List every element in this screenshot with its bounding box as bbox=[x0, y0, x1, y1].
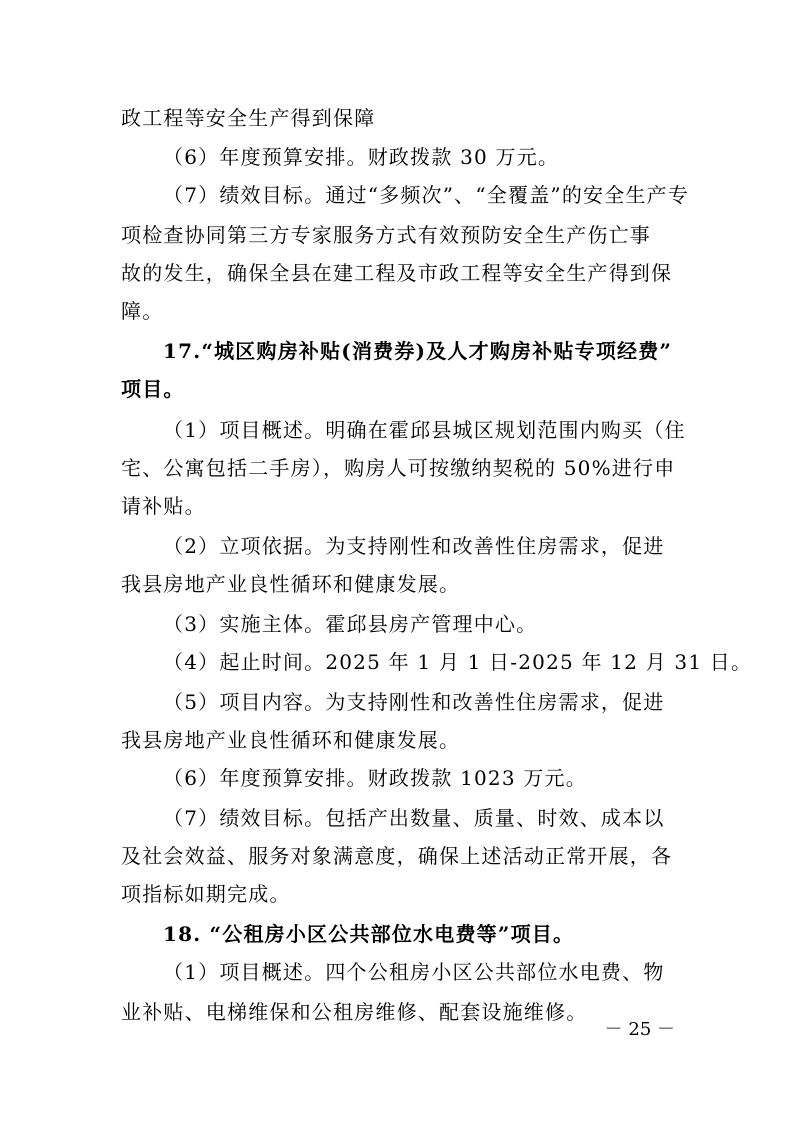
paragraph-line: （6）年度预算安排。财政拨款 1023 万元。 bbox=[163, 766, 587, 790]
paragraph-line: 我县房地产业良性循环和健康发展。 bbox=[121, 728, 461, 752]
paragraph-line: 障。 bbox=[121, 299, 164, 323]
section-heading-line: 17.“城区购房补贴(消费券)及人才购房补贴专项经费” bbox=[163, 339, 673, 363]
page-number: － 25 － bbox=[604, 1019, 675, 1040]
paragraph-line: （6）年度预算安排。财政拨款 30 万元。 bbox=[163, 145, 560, 169]
paragraph-line: 项指标如期完成。 bbox=[121, 882, 291, 906]
paragraph-line: （1）项目概述。四个公租房小区公共部位水电费、物 bbox=[163, 960, 665, 984]
section-heading-line: 项目。 bbox=[121, 377, 185, 401]
paragraph-line: 业补贴、电梯维保和公租房维修、配套设施维修。 bbox=[121, 1000, 588, 1024]
paragraph-line: （4）起止时间。2025 年 1 月 1 日-2025 年 12 月 31 日。 bbox=[163, 650, 753, 674]
paragraph-line: （1）项目概述。明确在霍邱县城区规划范围内购买（住 bbox=[163, 418, 686, 442]
paragraph-line: 项检查协同第三方专家服务方式有效预防安全生产伤亡事 bbox=[121, 223, 651, 247]
section-heading-line: 18. “公租房小区公共部位水电费等”项目。 bbox=[163, 922, 575, 946]
paragraph-line: （3）实施主体。霍邱县房产管理中心。 bbox=[163, 612, 538, 636]
paragraph-line: 我县房地产业良性循环和健康发展。 bbox=[121, 572, 461, 596]
paragraph-line: （5）项目内容。为支持刚性和改善性住房需求，促进 bbox=[163, 690, 665, 714]
paragraph-line: 请补贴。 bbox=[121, 494, 206, 518]
paragraph-line: （7）绩效目标。包括产出数量、质量、时效、成本以 bbox=[163, 806, 665, 830]
paragraph-line: 政工程等安全生产得到保障 bbox=[121, 106, 376, 130]
paragraph-line: （7）绩效目标。通过“多频次”、“全覆盖”的安全生产专 bbox=[163, 183, 690, 207]
paragraph-line: 故的发生，确保全县在建工程及市政工程等安全生产得到保 bbox=[121, 261, 673, 285]
paragraph-line: （2）立项依据。为支持刚性和改善性住房需求，促进 bbox=[163, 534, 665, 558]
paragraph-line: 及社会效益、服务对象满意度，确保上述活动正常开展，各 bbox=[121, 844, 673, 868]
paragraph-line: 宅、公寓包括二手房），购房人可按缴纳契税的 50%进行申 bbox=[121, 456, 676, 480]
